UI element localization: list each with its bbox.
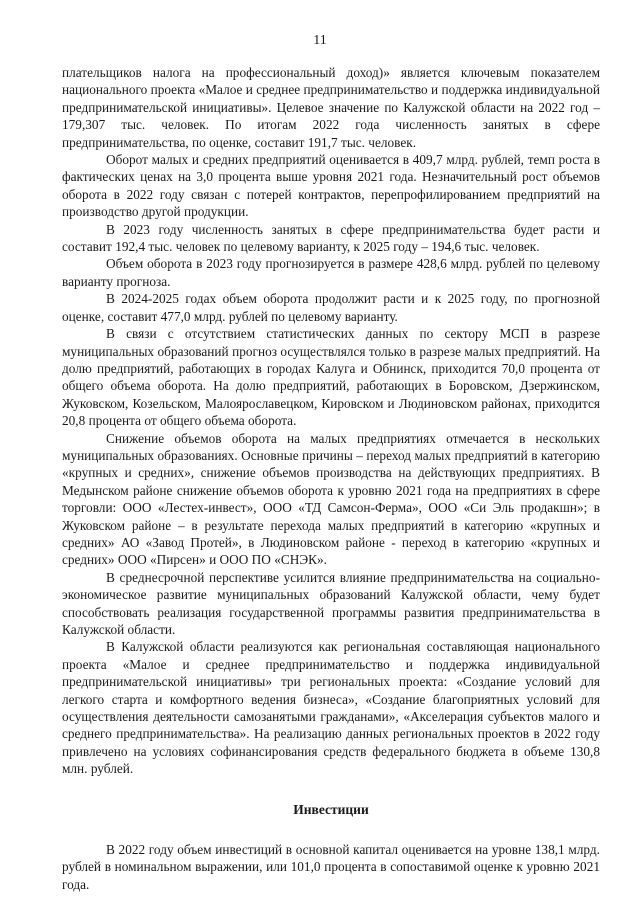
paragraph: В 2024-2025 годах объем оборота продолжит расти и к 2025 году, по прогнозной оценке, составит 477,0 млрд. рублей по целевому варианту. (62, 291, 600, 324)
paragraph: В Калужской области реализуются как региональная составляющая национального проекта «Малое и среднее предпринимательство и поддержка индивидуальной предпринимательской инициативы» три региональных проекта: «Создание условий для легкого старта и комфортного ведения бизнеса», «Создание благоприятных условий для осуществления деятельности самозанятыми гражданами», «Акселерация субъектов малого и среднего предпринимательства». На реализацию данных региональных проектов в 2022 году привлечено на условиях софинансирования средств федерального бюджета в объеме 130,8 млн. рублей. (62, 639, 600, 777)
paragraph: Объем оборота в 2023 году прогнозируется в размере 428,6 млрд. рублей по целевому варианту прогноза. (62, 256, 600, 289)
paragraph: В связи с отсутствием статистических данных по сектору МСП в разрезе муниципальных образований прогноз осуществлялся только в разрезе малых предприятий. На долю предприятий, работающих в городах Калуга и Обнинск, приходится 70,0 процента от общего объема оборота. На долю предприятий, работающих в Боровском, Дзержинском, Жуковском, Козельском, Малоярославецком, Кировском и Людиновском районах, приходится 20,8 процента от общего объема оборота. (62, 326, 600, 429)
paragraph: Оборот малых и средних предприятий оценивается в 409,7 млрд. рублей, темп роста в фактических ценах на 3,0 процента выше уровня 2021 года. Незначительный рост объемов оборота в 2022 году связан с потерей контрактов, перепрофилированием предприятий на производство другой продукции. (62, 152, 600, 220)
paragraph: В среднесрочной перспективе усилится влияние предпринимательства на социально-экономическое развитие муниципальных образований Калужской области, чему будет способствовать реализация государственной программы развития предпринимательства в Калужской области. (62, 569, 600, 637)
paragraph: Снижение объемов оборота на малых предприятиях отмечается в нескольких муниципальных образованиях. Основные причины – переход малых предприятий в категорию «крупных и средних», снижение объемов производства на действующих предприятиях. В Медынском районе снижение объемов оборота к уровню 2021 года на предприятиях в сфере торговли: ООО «Лестех-инвест», ООО «ТД Самсон-Ферма», ООО «Си Эль продакшн»; в Жуковском районе – в результате перехода малых предприятий в категорию «крупных и средних» АО «Завод Протей», в Людиновском районе - переход в категорию «крупных и средних» ООО «Пирсен» и ООО ПО «СНЭК». (62, 430, 600, 568)
paragraph: В 2023 году численность занятых в сфере предпринимательства будет расти и составит 192,4 тыс. человек по целевому варианту, к 2025 году – 194,6 тыс. человек. (62, 221, 600, 255)
document-body (62, 64, 600, 893)
paragraph: В 2022 году объем инвестиций в основной капитал оценивается на уровне 138,1 млрд. рублей в номинальном выражении, или 101,0 процента в сопоставимой оценке к уровню 2021 года. (62, 842, 600, 892)
paragraph: плательщиков налога на профессиональный доход)» является ключевым показателем национального проекта «Малое и среднее предпринимательство и поддержка индивидуальной предпринимательской инициативы». Целевое значение по Калужской области на 2022 год – 179,307 тыс. человек. По итогам 2022 года численность занятых в сфере предпринимательства, по оценке, составит 191,7 тыс. человек. (62, 65, 600, 150)
section-heading: Инвестиции (293, 801, 369, 817)
page-number: 11 (313, 33, 327, 48)
